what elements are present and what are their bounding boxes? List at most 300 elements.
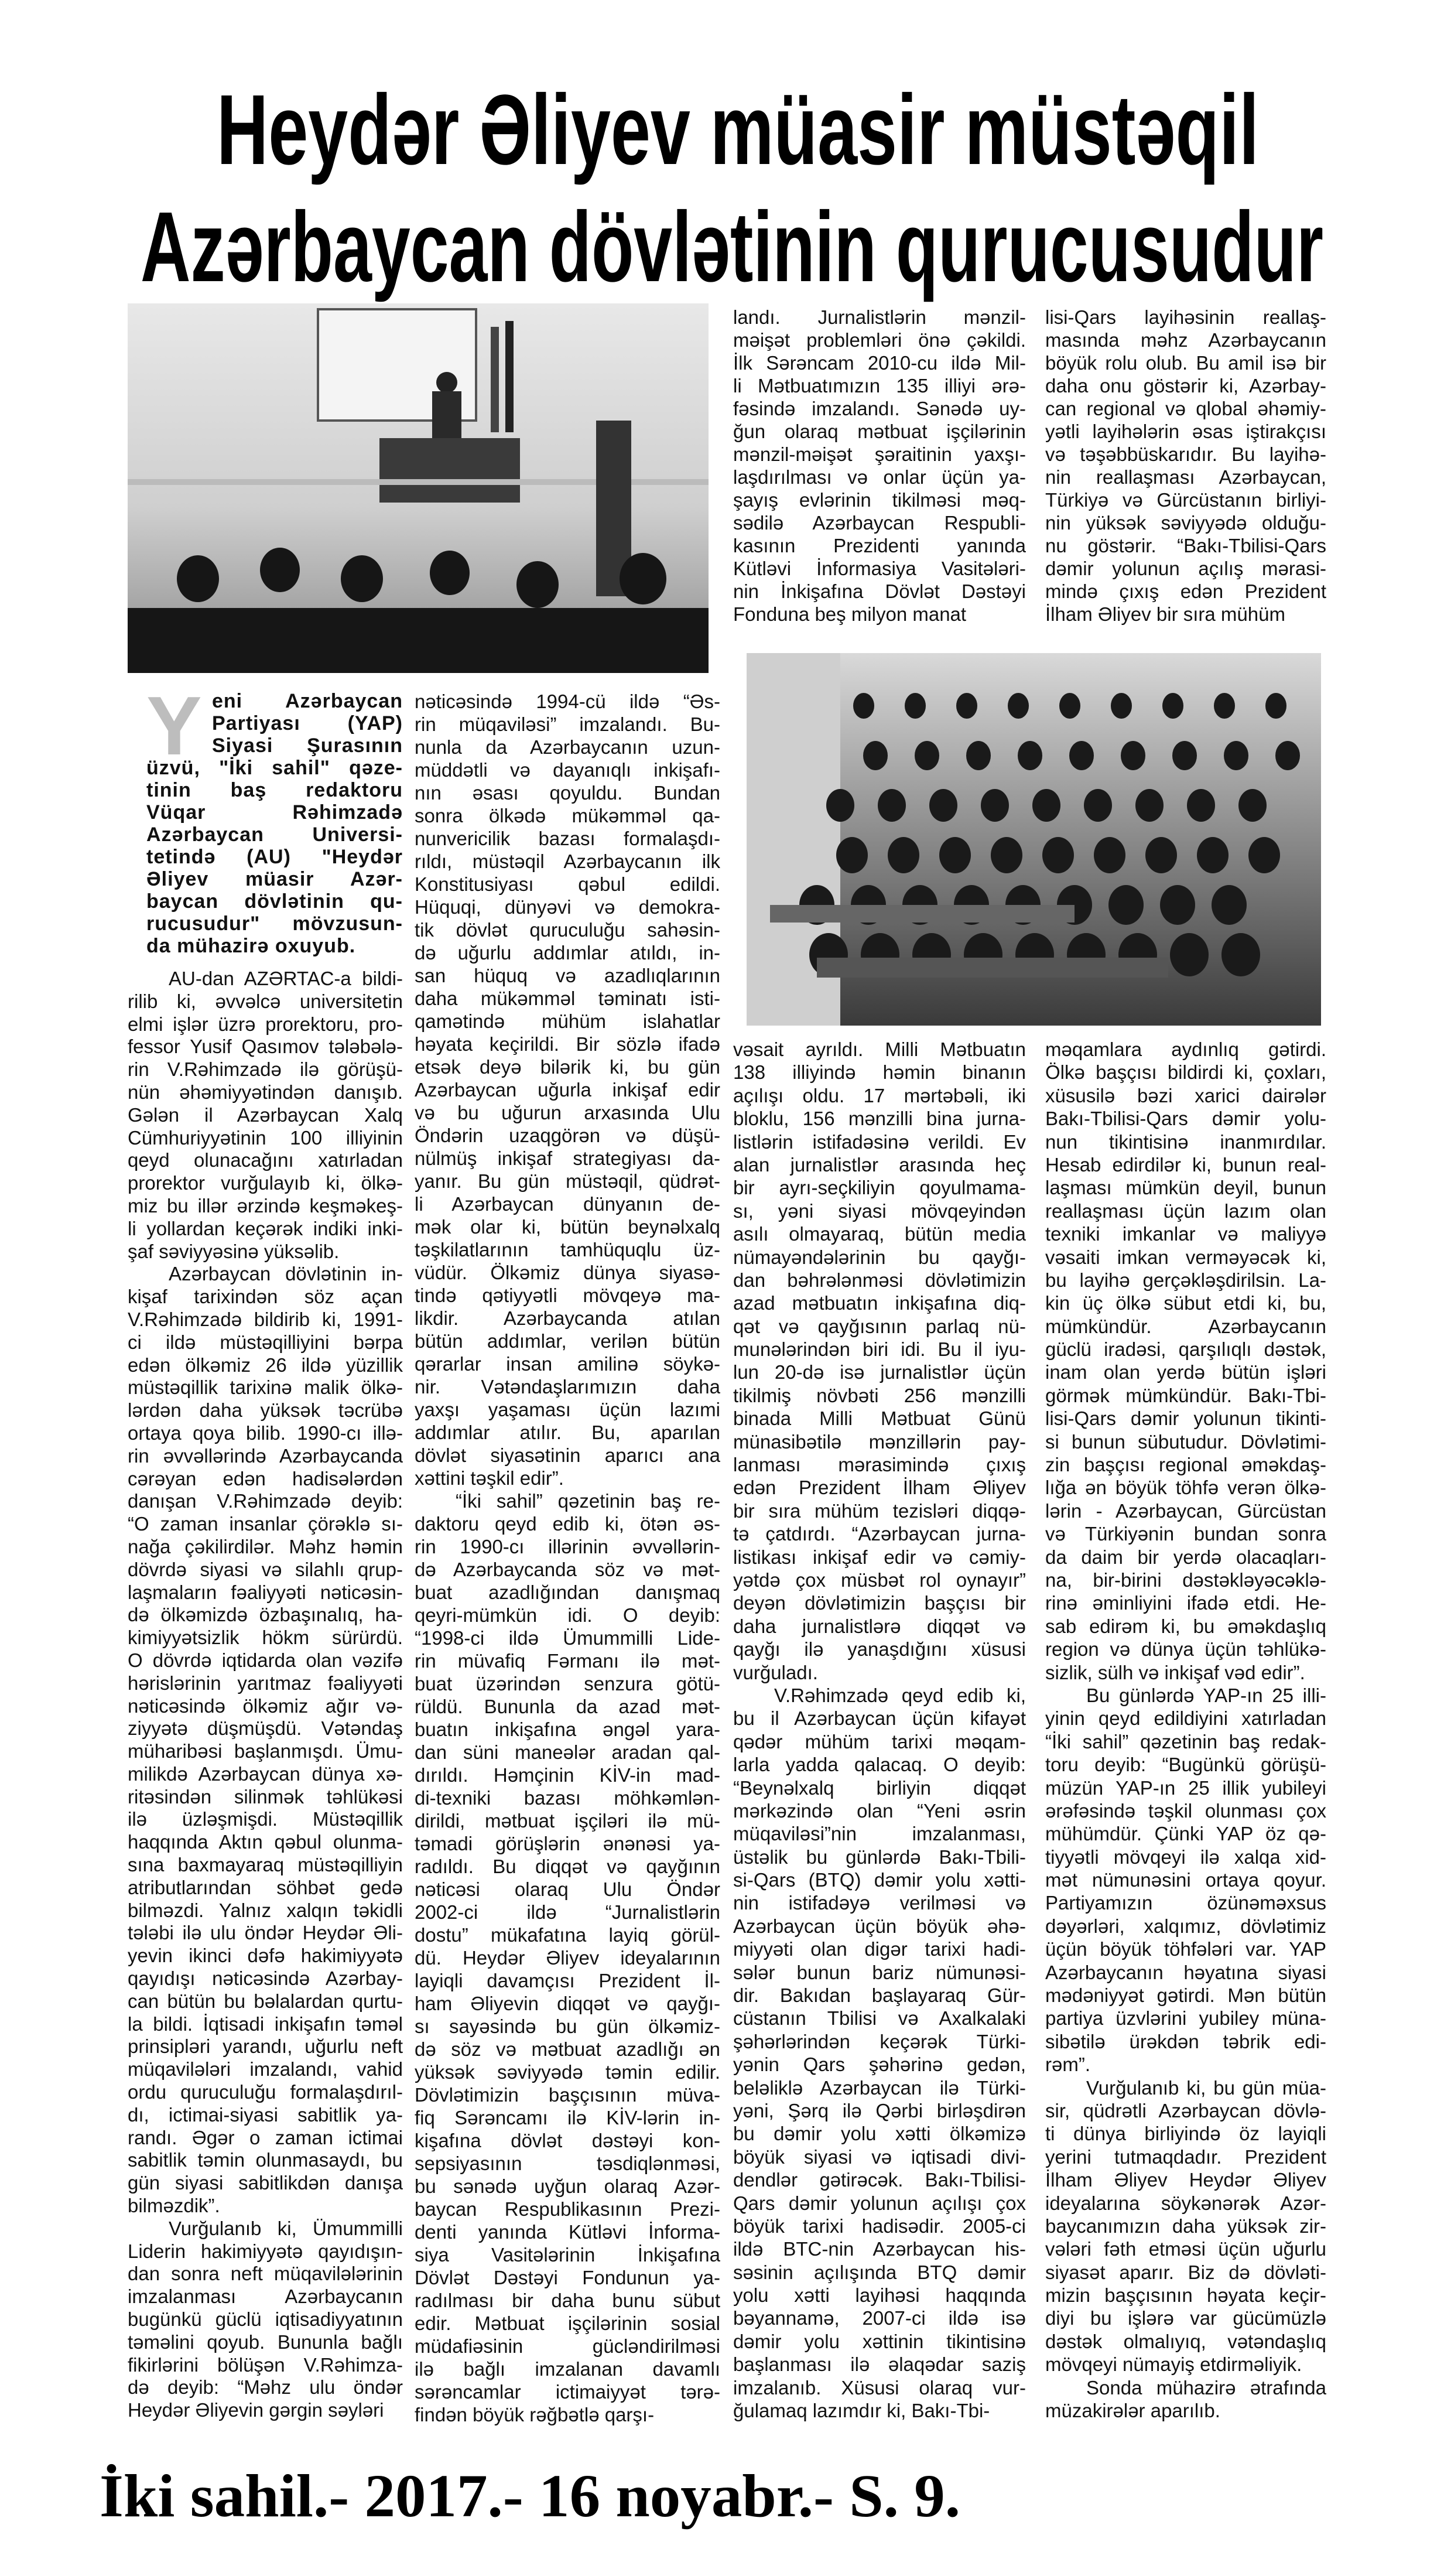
audience-member: [939, 837, 971, 873]
audience-member: [981, 789, 1009, 822]
text-line: texniki imkanlar və maliyyə: [1045, 1223, 1326, 1245]
text-line: nun tikintisinə inanmırdılar.: [1045, 1130, 1326, 1153]
text-line: can bütün bu bəlalardan qurtu-: [128, 1990, 403, 2012]
text-line: “1998-ci ildə Ümummilli Lide-: [415, 1627, 720, 1649]
text-line: qayğı ilə yanaşdığını xüsusi: [733, 1638, 1026, 1661]
text-line: müzün YAP-ın 25 illik yubileyi: [1045, 1776, 1326, 1799]
text-line: mət nümunəsini ortaya qoyur.: [1045, 1869, 1326, 1891]
audience-member: [1160, 885, 1195, 925]
text-line: randı. Əgər o zaman ictimai: [128, 2126, 403, 2148]
text-line: da daim bir yerdə olacaqları-: [1045, 1546, 1326, 1568]
text-line: dirildi, mətbuat işçiləri ilə mü-: [415, 1810, 720, 1832]
text-line: prorektor vurğulayıb ki, ölkə-: [128, 1172, 403, 1194]
text-line: lun 20-də isə jurnalistlər üçün: [733, 1361, 1026, 1383]
text-line: qət və qayğısının parlaq nü-: [733, 1315, 1026, 1337]
text-line: ci ildə müstəqilliyini bərpa: [128, 1331, 403, 1353]
text-line: partiya üzvlərini yubiley müna-: [1045, 2007, 1326, 2030]
audience-member: [1032, 789, 1060, 822]
text-line: görmək mümkündür. Bakı-Tbi-: [1045, 1384, 1326, 1406]
text-line: baycan Respublikasının Prezi-: [415, 2198, 720, 2220]
text-line: Konstitusiyası qəbul edildi.: [415, 873, 720, 895]
audience-member: [1145, 837, 1177, 873]
text-line: qədər mühüm tarixi məqam-: [733, 1730, 1026, 1752]
text-line: üzvü, "İki sahil" qəze-: [146, 757, 403, 779]
drop-cap: Y: [146, 679, 202, 773]
text-line: vüdür. Ölkəmiz dünya siyasə-: [415, 1262, 720, 1283]
audience-member: [1069, 741, 1094, 770]
text-line: lanması mərasimində çıxış: [733, 1454, 1026, 1476]
text-line: lərin - Azərbaycan, Gürcüstan: [1045, 1499, 1326, 1522]
audience-member: [1018, 741, 1042, 770]
text-line: eni Azərbaycan: [212, 690, 403, 712]
text-line: imzalanması Azərbaycanın: [128, 2285, 403, 2308]
text-line: qayıdışı nəticəsində Azərbay-: [128, 1967, 403, 1990]
column-2: [415, 690, 720, 2426]
text-line: asılı olmayaraq, bütün media: [733, 1223, 1026, 1245]
text-line: rinə əminliyini ifadə etdi. He-: [1045, 1592, 1326, 1614]
text-line: ham Əliyevin diqqət və qayğı-: [415, 1993, 720, 2014]
text-line: Bakı-Tbilisi-Qars dəmir yolu-: [1045, 1108, 1326, 1130]
text-line: böyük tarixi hadisədir. 2005-ci: [733, 2215, 1026, 2237]
text-line: Vurğulanıb ki, bu gün müa-: [1086, 2076, 1326, 2099]
text-line: etsək deyə bilərik ki, bu gün: [415, 1056, 720, 1078]
text-line: alan jurnalistlər arasında heç: [733, 1153, 1026, 1176]
text-line: güclü iradəsi, qarşılıqlı dəstək,: [1045, 1338, 1326, 1361]
text-line: Azərbaycan üçün böyük əhə-: [733, 1915, 1026, 1937]
text-line: Qars dəmir yolunun açılışı çox: [733, 2192, 1026, 2214]
text-line: mərkəzində olan “Yeni əsrin: [733, 1799, 1026, 1822]
text-line: ideyalarına söykənərək Azər-: [1045, 2192, 1326, 2214]
text-line: ordu quruculuğu formalaşdırıl-: [128, 2081, 403, 2103]
text-line: la bildi. İqtisadi inkişafın təməl: [128, 2013, 403, 2035]
text-line: tələbi ilə ulu öndər Heydər Əli-: [128, 1922, 403, 1944]
text-line: “İki sahil” qəzetinin baş redak-: [1045, 1730, 1326, 1752]
text-line: böyük rolu olub. Bu amil isə bir: [1045, 352, 1326, 374]
audience-member: [1172, 741, 1197, 770]
text-line: rəm”.: [1045, 2054, 1090, 2076]
audience-member: [1275, 741, 1300, 770]
text-line: nin reallaşması Azərbaycan,: [1045, 466, 1326, 488]
text-line: san hüquq və azadlıqlarının: [415, 965, 720, 986]
text-line: və Türkiyənin bundan sonra: [1045, 1523, 1326, 1545]
text-line: mək olar ki, bütün beynəlxalq: [415, 1216, 720, 1238]
text-line: tinin baş redaktoru: [146, 779, 403, 801]
text-line: edən ölkəmiz 26 ildə yüzillik: [128, 1354, 403, 1376]
text-line: sibətilə ürəkdən təbrik edi-: [1045, 2030, 1326, 2052]
text-line: Türkiyə və Gürcüstanın birliyi-: [1045, 489, 1326, 511]
text-line: region və dünya üçün təhlükə-: [1045, 1638, 1326, 1661]
text-line: xəttini təşkil edir”.: [415, 1467, 564, 1489]
column-1: [128, 968, 403, 2422]
citation-text: İki sahil.- 2017.- 16 noyabr.- S. 9.: [100, 2462, 960, 2530]
text-line: Hüquqi, dünyəvi və demokra-: [415, 896, 720, 918]
audience-member: [1059, 693, 1080, 719]
text-line: gün siyasi sabitlikdən danışa: [128, 2172, 403, 2194]
text-line: Partiyamızın özünəməxsus: [1045, 1892, 1326, 1914]
text-line: nün əhəmiyyətindən danışıb.: [128, 1081, 403, 1103]
text-line: müstəqillik tarixinə malik ölkə-: [128, 1376, 403, 1399]
text-line: lisi-Qars dəmir yolunun tikinti-: [1045, 1407, 1326, 1430]
text-line: ziyyətə düşmüşdü. Vətəndaş: [128, 1717, 403, 1740]
audience-member: [1162, 693, 1183, 719]
text-line: dı, ictimai-siyasi sabitlik ya-: [128, 2103, 403, 2126]
text-line: nin İnkişafına Dövlət Dəstəyi: [733, 580, 1026, 602]
text-line: daha jurnalistlərə diqqət və: [733, 1615, 1026, 1637]
text-line: binada Milli Mətbuat Günü: [733, 1407, 1026, 1430]
audience-member: [1224, 741, 1248, 770]
headline-text: Heydər Əliyev müasir müstəqil: [217, 74, 1259, 186]
text-line: Azərbaycanın həyatına siyasi: [1045, 1961, 1326, 1983]
text-line: İlham Əliyev bir sıra mühüm: [1045, 603, 1285, 625]
column-4-top: [1045, 306, 1326, 626]
text-line: daha mükəmməl təminatı isti-: [415, 988, 720, 1009]
text-line: sepsiyasının təsdiqlənməsi,: [415, 2153, 720, 2174]
text-line: dan süni maneələr aradan qal-: [415, 1741, 720, 1763]
text-line: bilməzdi. Yalnız xalqın təkidli: [128, 1899, 403, 1921]
text-line: də deyib: “Məhz ulu öndər: [128, 2376, 403, 2399]
text-line: bu dəmir yolu xətti ölkəmizə: [733, 2123, 1026, 2145]
text-line: mizin başçısının həyata keçir-: [1045, 2284, 1326, 2307]
text-line: li Mətbuatımızın 135 illiyi ərə-: [733, 375, 1026, 397]
text-line: ortaya qoya bilib. 1990-cı illə-: [128, 1422, 403, 1444]
text-line: şaf səviyyəsinə yüksəlib.: [128, 1240, 340, 1262]
text-line: mühümdür. Çünki YAP öz qə-: [1045, 1823, 1326, 1845]
text-line: İlham Əliyev Heydər Əliyev: [1045, 2169, 1326, 2191]
text-line: Heydər Əliyevin gərgin səyləri: [128, 2399, 384, 2421]
text-line: şəhərlərindən keçərək Türki-: [733, 2030, 1026, 2052]
text-line: nın əsası qoyuldu. Bundan: [415, 782, 720, 804]
audience-member: [826, 789, 854, 822]
text-line: Dövlətimizin başçısının müva-: [415, 2084, 720, 2106]
text-line: munələrindən biri idi. Bu il iyu-: [733, 1338, 1026, 1361]
text-line: di-texniki bazası möhkəmlən-: [415, 1787, 720, 1809]
text-line: dü. Heydər Əliyev ideyalarının: [415, 1947, 720, 1969]
text-line: üçün böyük töhfələri var. YAP: [1045, 1938, 1326, 1960]
text-line: atributlarından söhbət gedə: [128, 1876, 403, 1898]
text-line: yüksək səviyyədə təmin edilir.: [415, 2061, 720, 2083]
text-line: nəticəsində ölkəmiz ağır və-: [128, 1694, 403, 1717]
text-line: da mühazirə oxuyub.: [146, 935, 356, 957]
text-line: Azərbaycan Universi-: [146, 824, 403, 846]
text-line: Liderin hakimiyyətə qayıdışın-: [128, 2240, 403, 2262]
text-line: Öndərin uzaqgörən və düşü-: [415, 1125, 720, 1146]
text-line: nin istifadəyə verilməsi və: [733, 1892, 1026, 1914]
audience-member: [1265, 693, 1286, 719]
text-line: yanır. Bu gün müstəqil, qüdrət-: [415, 1170, 720, 1192]
text-line: rıldı, müstəqil Azərbaycanın ilk: [415, 850, 720, 872]
text-line: larla yadda qalacaq. O deyib:: [733, 1754, 1026, 1776]
audience-member: [1187, 789, 1215, 822]
text-line: məqamlara aydınlıq gətirdi.: [1045, 1038, 1326, 1060]
text-line: sir, qüdrətli Azərbaycan dövlə-: [1045, 2099, 1326, 2121]
text-line: tə çatdırdı. “Azərbaycan jurna-: [733, 1523, 1026, 1545]
text-line: 2002-ci ildə “Jurnalistlərin: [415, 1901, 720, 1923]
text-line: Siyasi Şurasının: [212, 734, 403, 757]
text-line: bugünkü güclü iqtisadiyyatının: [128, 2308, 403, 2331]
text-line: bilməzdik”.: [128, 2195, 220, 2217]
text-line: fiq Sərəncamı ilə KİV-lərin in-: [415, 2107, 720, 2129]
text-line: edən Prezident İlham Əliyev: [733, 1477, 1026, 1499]
audience-member: [1084, 789, 1112, 822]
text-line: kasının Prezidenti yanında: [733, 535, 1026, 556]
text-line: böyük siyasi və iqtisadi divi-: [733, 2145, 1026, 2168]
text-line: dir. Bakıdan başlayaraq Gür-: [733, 1984, 1026, 2007]
text-line: Əliyev müasir Azər-: [146, 868, 403, 890]
text-line: kimiyyətsizlik hökm sürürdü.: [128, 1627, 403, 1649]
text-line: radılması bir daha bunu sübut: [415, 2290, 720, 2311]
audience-member: [966, 741, 991, 770]
text-line: nunvericilik bazası formalaşdı-: [415, 828, 720, 849]
text-line: dendlər gətirəcək. Bakı-Tbilisi-: [733, 2169, 1026, 2191]
text-line: siya Vasitələrinin İnkişafına: [415, 2244, 720, 2266]
text-line: sədilə Azərbaycan Respubli-: [733, 512, 1026, 534]
text-line: sab edirəm ki, bu əməkdaşlıq: [1045, 1615, 1326, 1637]
text-line: sı, yəni siyasi mövqeyindən: [733, 1200, 1026, 1222]
text-line: cərəyan edən hadisələrdən: [128, 1467, 403, 1489]
text-line: ğulamaq lazımdır ki, Bakı-Tbi-: [733, 2400, 990, 2422]
audience-member: [905, 693, 926, 719]
text-line: təmadi görüşlərin ənənəsi ya-: [415, 1833, 720, 1854]
text-line: qərarlar insan amilinə söykə-: [415, 1353, 720, 1375]
audience-member: [836, 837, 868, 873]
text-line: edir. Mətbuat işçilərinin sosial: [415, 2312, 720, 2334]
text-line: şayış evlərinin tikilməsi məq-: [733, 489, 1026, 511]
text-line: inam olan yerdə bütün işləri: [1045, 1361, 1326, 1383]
text-line: kişaf tarixindən söz açan: [128, 1286, 403, 1308]
text-line: denti yanında Kütləvi İnforma-: [415, 2221, 720, 2243]
text-line: ilə bağlı imzalanan davamlı: [415, 2358, 720, 2380]
text-line: elmi işlər üzrə prorektoru, pro-: [128, 1013, 403, 1035]
text-line: sələr bunun bariz nümunəsi-: [733, 1961, 1026, 1983]
text-line: də Azərbaycanda söz və mət-: [415, 1559, 720, 1580]
text-line: laşmaların fəaliyyəti nəticəsin-: [128, 1581, 403, 1603]
text-line: xüsusilə bəzi xarici dairələr: [1045, 1084, 1326, 1106]
text-line: li yollardan keçərək indiki inki-: [128, 1217, 403, 1239]
text-line: dəstək olmalıyıq, vətəndaşlıq: [1045, 2330, 1326, 2352]
text-line: “İki sahil” qəzetinin baş re-: [456, 1490, 720, 1512]
text-line: fikirlərini bölüşən V.Rəhimza-: [128, 2353, 403, 2376]
column-3-top: [733, 306, 1026, 626]
text-line: kişafına dövlət dəstəyi kon-: [415, 2130, 720, 2151]
audience-member: [1042, 837, 1074, 873]
text-line: Ölkə başçısı bildirdi ki, çoxları,: [1045, 1061, 1326, 1084]
text-line: Azərbaycan dövlətinin in-: [169, 1263, 403, 1285]
text-line: diyi bu işlərə var gücümüzlə: [1045, 2307, 1326, 2329]
text-line: reallaşması üçün lazım olan: [1045, 1200, 1326, 1222]
text-line: tetində (AU) "Heydər: [146, 846, 403, 868]
text-line: baycan dövlətinin qu-: [146, 890, 403, 913]
text-line: üstəlik bu günlərdə Bakı-Tbili-: [733, 1846, 1026, 1868]
text-line: başlanması ilə əlaqədar saziş: [733, 2353, 1026, 2376]
audience-member: [915, 741, 939, 770]
text-line: layiqli davamçısı Prezident İl-: [415, 1970, 720, 1991]
text-line: bu layihə gerçəkləşdirilsin. La-: [1045, 1269, 1326, 1291]
audience-member: [1094, 837, 1125, 873]
audience-member: [1008, 693, 1029, 719]
text-line: hərislərinin yarıtmaz fəaliyyəti: [128, 1672, 403, 1694]
text-line: nəticəsində 1994-cü ildə “Əs-: [415, 691, 720, 712]
text-line: buat üzərindən senzura götü-: [415, 1673, 720, 1694]
text-line: listlərin istifadəsinə verildi. Ev: [733, 1130, 1026, 1153]
text-line: danışan V.Rəhimzadə deyib:: [128, 1490, 403, 1512]
text-line: vələri fəth etməsi üçün uğurlu: [1045, 2238, 1326, 2260]
text-line: rilib ki, əvvəlcə universitetin: [128, 990, 403, 1012]
text-line: daktoru qeyd edib ki, ötən əs-: [415, 1513, 720, 1535]
text-line: təməlini qoyub. Bununla bağlı: [128, 2331, 403, 2353]
text-line: müqavilələri imzalandı, vahid: [128, 2058, 403, 2080]
text-line: yənin Qars şəhərinə gedən,: [733, 2054, 1026, 2076]
text-line: rin müqaviləsi” imzalandı. Bu-: [415, 713, 720, 735]
text-line: və təşəbbüskarıdır. Bu layihə-: [1045, 443, 1326, 465]
text-line: də söz və mətbuat azadlığı ən: [415, 2038, 720, 2060]
text-line: ti dünya birliyində öz layiqli: [1045, 2123, 1326, 2145]
text-line: müqaviləsi”nin imzalanması,: [733, 1823, 1026, 1845]
text-line: buat azadlığından danışmaq: [415, 1581, 720, 1603]
text-line: həyata keçirildi. Bir sözlə ifadə: [415, 1033, 720, 1055]
text-line: daha onu göstərir ki, Azərbay-: [1045, 375, 1326, 397]
text-line: siyasət aparır. Biz də dövləti-: [1045, 2261, 1326, 2283]
text-line: də ölkəmizdə özbaşınalıq, ha-: [128, 1604, 403, 1626]
text-line: si-Qars (BTQ) dəmir yolu xətti-: [733, 1869, 1026, 1891]
audience-member: [1212, 885, 1247, 925]
text-line: sərəncamlar ictimaiyyət tərə-: [415, 2381, 720, 2403]
audience-member: [991, 837, 1022, 873]
text-line: buatın inkişafına əngəl yara-: [415, 1719, 720, 1740]
text-line: addımlar atılır. Bu, aparılan: [415, 1422, 720, 1443]
text-line: “Beynəlxalq birliyin diqqət: [733, 1776, 1026, 1799]
text-line: Vüqar Rəhimzadə: [146, 801, 403, 824]
text-line: dəyərləri, xalqımız, dövlətimiz: [1045, 1915, 1326, 1937]
text-line: mində çıxış edən Prezident: [1045, 580, 1326, 602]
text-line: nümayəndələrinin bu qayğı-: [733, 1246, 1026, 1268]
headline-line-1: [0, 73, 1444, 187]
text-line: likdir. Azərbaycanda atılan: [415, 1307, 720, 1329]
text-line: Dövlət Dəstəyi Fondunun ya-: [415, 2267, 720, 2288]
text-line: Vurğulanıb ki, Ümummilli: [169, 2217, 403, 2239]
text-line: yəni, Şərq ilə Qərbi birləşdirən: [733, 2099, 1026, 2121]
text-line: AU-dan AZƏRTAC-a bildi-: [169, 968, 403, 989]
text-line: münasibətilə mənzillərin pay-: [733, 1430, 1026, 1453]
text-line: baycanımızın daha yüksək zir-: [1045, 2215, 1326, 2237]
text-line: dəmir yolunun açılış mərasi-: [1045, 558, 1326, 579]
text-line: yolu xətti layihəsi haqqında: [733, 2284, 1026, 2307]
audience-member: [929, 789, 957, 822]
text-line: kin üç ölkə sübut etdi ki, bu,: [1045, 1292, 1326, 1314]
text-line: və bu uğurun arxasında Ulu: [415, 1102, 720, 1123]
audience-member: [1108, 885, 1144, 925]
headline-line-2: [0, 190, 1444, 305]
text-line: lisi-Qars layihəsinin reallaş-: [1045, 306, 1326, 328]
text-line: sizlik, sülh və inkişaf vəd edir”.: [1045, 1661, 1305, 1683]
text-line: haqqında Aktın qəbul olunma-: [128, 1831, 403, 1853]
text-line: sı sayəsində bu gün ölkəmiz-: [415, 2015, 720, 2037]
text-line: Azərbaycan uğurla inkişaf edir: [415, 1079, 720, 1101]
text-line: si bunun sübutudur. Dövlətimi-: [1045, 1430, 1326, 1453]
text-line: nunla da Azərbaycanın uzun-: [415, 736, 720, 758]
text-line: na, bir-birini dəstəkləyəcəklə-: [1045, 1569, 1326, 1591]
text-line: Fonduna beş milyon manat: [733, 603, 967, 625]
audience-member: [1238, 789, 1267, 822]
audience-member: [1121, 741, 1145, 770]
text-line: bütün addımlar, verilən bütün: [415, 1330, 720, 1352]
photo-audience-students: [747, 653, 1321, 1026]
text-line: rin V.Rəhimzadə ilə görüşü-: [128, 1058, 403, 1081]
text-line: masında məhz Azərbaycanın: [1045, 329, 1326, 351]
text-line: məişət problemləri önə çəkildi.: [733, 329, 1026, 351]
text-line: beləliklə Azərbaycan ilə Türki-: [733, 2076, 1026, 2099]
audience-member: [888, 837, 919, 873]
text-line: landı. Jurnalistlərin mənzil-: [733, 306, 1026, 328]
text-line: vəsait ayrıldı. Milli Mətbuatın: [733, 1038, 1026, 1060]
text-line: rüldü. Bununla da azad mət-: [415, 1696, 720, 1717]
text-line: nin yüksək səviyyədə olduğu-: [1045, 512, 1326, 534]
text-line: rin 1990-cı illərinin əvvəllərin-: [415, 1536, 720, 1557]
text-line: nağa çəkilirdilər. Məhz həmin: [128, 1535, 403, 1557]
column-3-bottom: [733, 1038, 1026, 2422]
text-line: nülmüş inkişaf strategiyası da-: [415, 1147, 720, 1169]
text-line: dan bəhrələnməsi dövlətimizin: [733, 1269, 1026, 1291]
text-line: müzakirələr aparılıb.: [1045, 2400, 1220, 2422]
text-line: cüstanın Tbilisi və Axalkalaki: [733, 2007, 1026, 2030]
text-line: Partiyası (YAP): [212, 712, 403, 734]
text-line: fessor Yusif Qasımov tələbələ-: [128, 1036, 403, 1058]
text-line: də uğurlu addımlar atıldı, in-: [415, 942, 720, 964]
text-line: V.Rəhimzadə qeyd edib ki,: [774, 1684, 1026, 1706]
text-line: bu il Azərbaycan üçün kifayət: [733, 1707, 1026, 1730]
text-line: tikilmiş növbəti 256 mənzilli: [733, 1384, 1026, 1406]
text-line: lığa ən böyük töhfə verən ölkə-: [1045, 1477, 1326, 1499]
audience-member: [1197, 837, 1229, 873]
text-line: miz bu illər ərzində keşməkeş-: [128, 1194, 403, 1217]
text-line: bir ayrı-seçkiliyin qoyulmama-: [733, 1177, 1026, 1199]
text-line: Kütləvi İnformasiya Vasitələri-: [733, 558, 1026, 579]
text-line: fəsində imzalandı. Sənədə uy-: [733, 398, 1026, 419]
text-line: dostu” mükafatına layiq görül-: [415, 1924, 720, 1946]
text-line: yerini tutmaqdadır. Prezident: [1045, 2145, 1326, 2168]
text-line: sına baxmayaraq müstəqilliyin: [128, 1854, 403, 1876]
text-line: milikdə Azərbaycan dünya xə-: [128, 1762, 403, 1785]
text-line: dan sonra neft müqavilələrinin: [128, 2263, 403, 2285]
text-line: Cümhuriyyətinin 100 illiyinin: [128, 1126, 403, 1149]
audience-member: [853, 693, 874, 719]
text-line: tik dövlət quruculuğu sahəsin-: [415, 919, 720, 941]
text-line: ildə BTC-nin Azərbaycan his-: [733, 2238, 1026, 2260]
text-line: laşması mümkün deyil, bunun: [1045, 1177, 1326, 1199]
text-line: lərdən daha yüksək təcrübə: [128, 1399, 403, 1422]
text-line: listikası inkişaf edir və cəmiy-: [733, 1546, 1026, 1568]
source-citation: [100, 2458, 978, 2534]
text-line: tiyyətli mövqeyi ilə xalqa xid-: [1045, 1846, 1326, 1868]
text-line: İlk Sərəncam 2010-cu ildə Mil-: [733, 352, 1026, 374]
audience-member: [1135, 789, 1164, 822]
text-line: qeyri-mümkün idi. O deyib:: [415, 1604, 720, 1626]
column-4-bottom: [1045, 1038, 1326, 2422]
text-line: dövrdə siyasi və silahlı qrup-: [128, 1558, 403, 1580]
text-line: prinsipləri yarandı, uğurlu neft: [128, 2035, 403, 2058]
text-line: yevin ikinci dəfə hakimiyyətə: [128, 1945, 403, 1967]
text-line: dırıldı. Həmçinin KİV-in mad-: [415, 1764, 720, 1786]
text-line: yətli layihələrin əsas iştirakçısı: [1045, 421, 1326, 442]
text-line: laşdırılması və onlar üçün ya-: [733, 466, 1026, 488]
text-line: V.Rəhimzadə bildirib ki, 1991-: [128, 1308, 403, 1330]
text-line: dövlət siyasətinin aparıcı ana: [415, 1444, 720, 1466]
text-line: sabitlik təmin olunmasaydı, bu: [128, 2149, 403, 2171]
audience-member: [1170, 933, 1209, 976]
text-line: Gələn il Azərbaycan Xalq: [128, 1103, 403, 1126]
audience-member: [956, 693, 977, 719]
text-line: ğun olaraq mətbuat işçilərinin: [733, 421, 1026, 442]
text-line: O dövrdə iqtidarda olan vəzifə: [128, 1649, 403, 1671]
